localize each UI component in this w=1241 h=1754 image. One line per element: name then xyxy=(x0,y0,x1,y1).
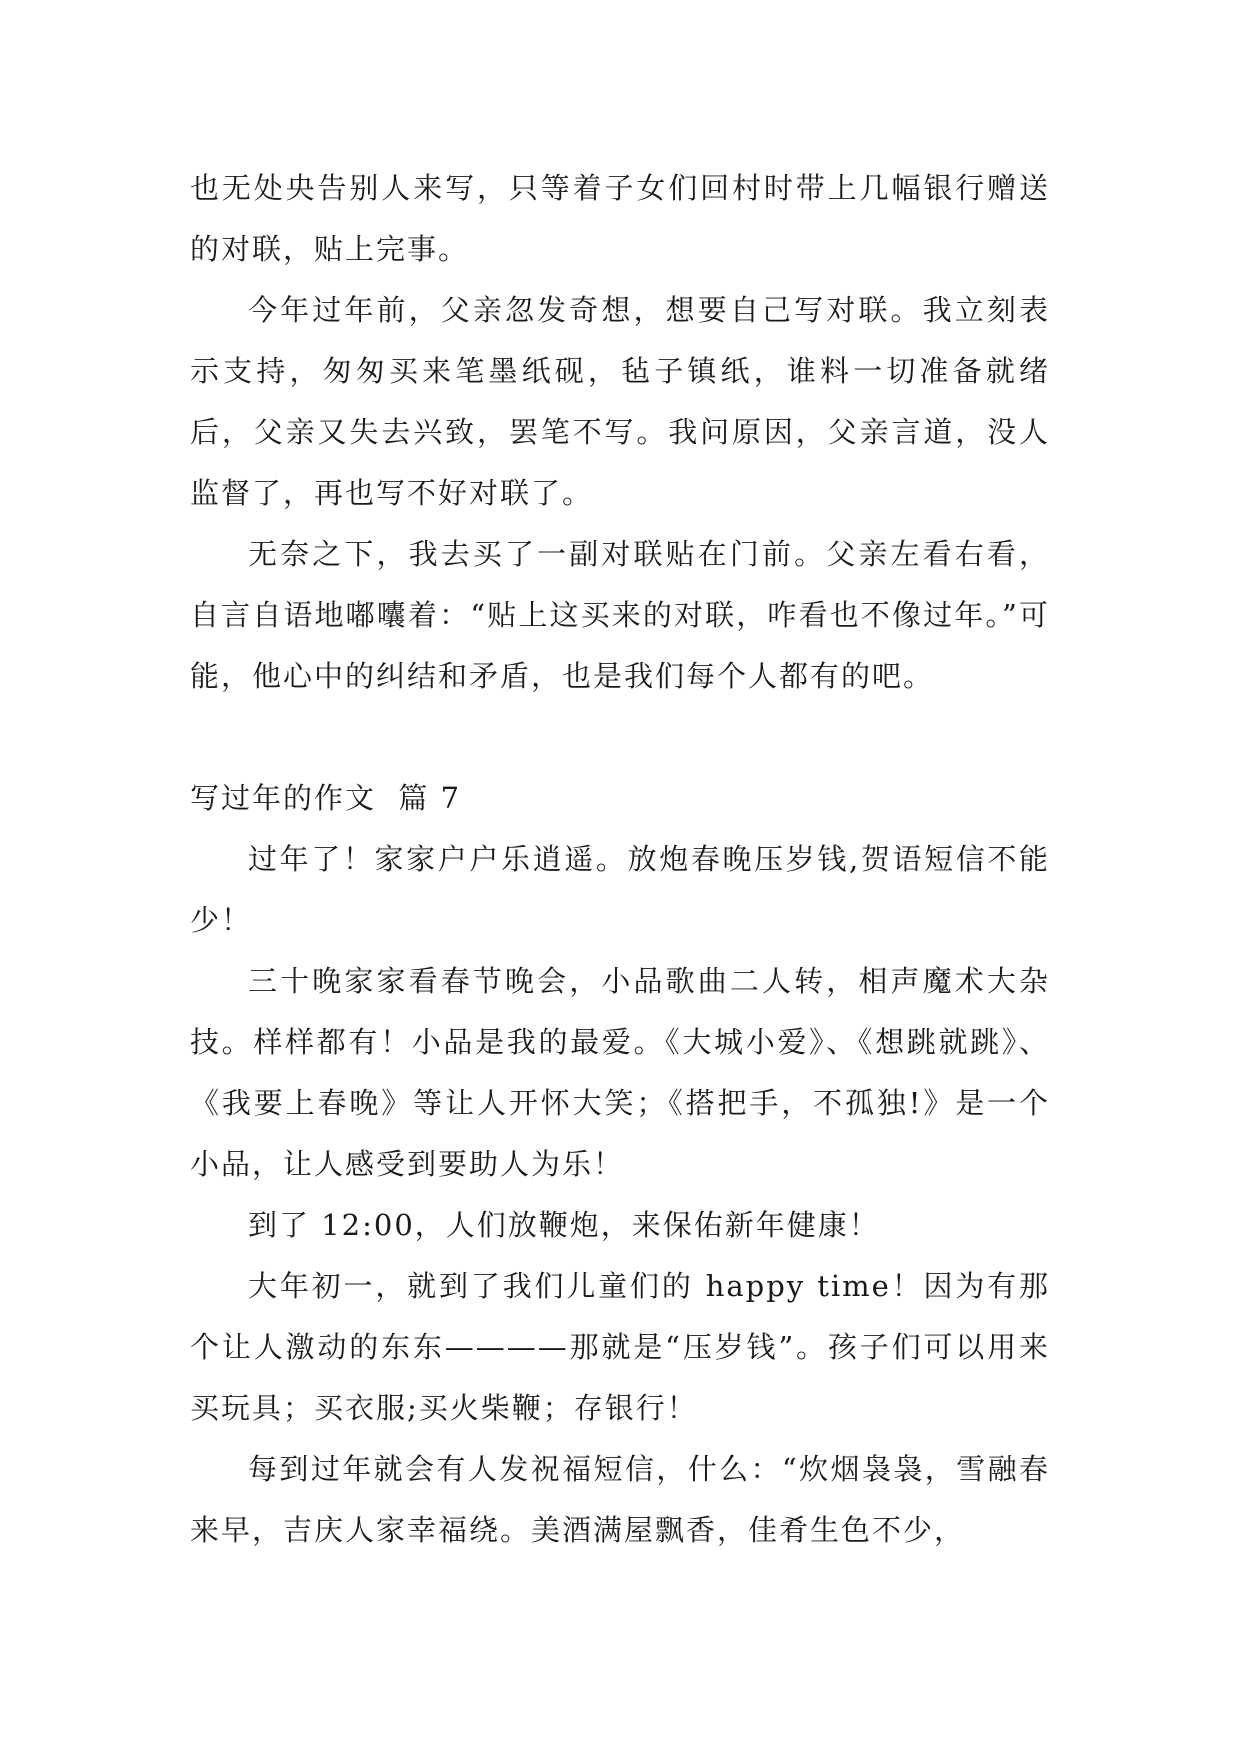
document-body xyxy=(190,158,1050,1561)
paragraph: 今年过年前，父亲忽发奇想，想要自己写对联。我立刻表示支持，匆匆买来笔墨纸砚，毡子镇纸，谁料一切准备就绪后，父亲又失去兴致，罢笔不写。我问原因，父亲言道，没人监督了，再也写不好对联了。 xyxy=(190,293,1050,510)
paragraph: 大年初一，就到了我们儿童们的 happy time！因为有那个让人激动的东东————那就是“压岁钱”。孩子们可以用来买玩具；买衣服;买火柴鞭；存银行！ xyxy=(190,1269,1050,1425)
paragraph: 三十晚家家看春节晚会，小品歌曲二人转，相声魔术大杂技。样样都有！小品是我的最爱。《大城小爱》、《想跳就跳》、《我要上春晚》等让人开怀大笑；《搭把手，不孤独!》是一个小品，让人感受到要助人为乐！ xyxy=(190,964,1050,1181)
paragraph: 也无处央告别人来写，只等着子女们回村时带上几幅银行赠送的对联，贴上完事。 xyxy=(190,171,1050,266)
paragraph: 过年了！家家户户乐逍遥。放炮春晚压岁钱,贺语短信不能少！ xyxy=(190,842,1050,937)
section-heading: 写过年的作文 篇 7 xyxy=(190,781,462,815)
paragraph: 到了 12:00，人们放鞭炮，来保佑新年健康！ xyxy=(248,1208,880,1242)
paragraph: 无奈之下，我去买了一副对联贴在门前。父亲左看右看，自言自语地嘟囔着：“贴上这买来的对联，咋看也不像过年。”可能，他心中的纠结和矛盾，也是我们每个人都有的吧。 xyxy=(190,537,1050,693)
paragraph: 每到过年就会有人发祝福短信，什么：“炊烟袅袅，雪融春来早，吉庆人家幸福绕。美酒满屋飘香，佳肴生色不少， xyxy=(190,1452,1050,1547)
section-spacer xyxy=(190,707,1050,768)
